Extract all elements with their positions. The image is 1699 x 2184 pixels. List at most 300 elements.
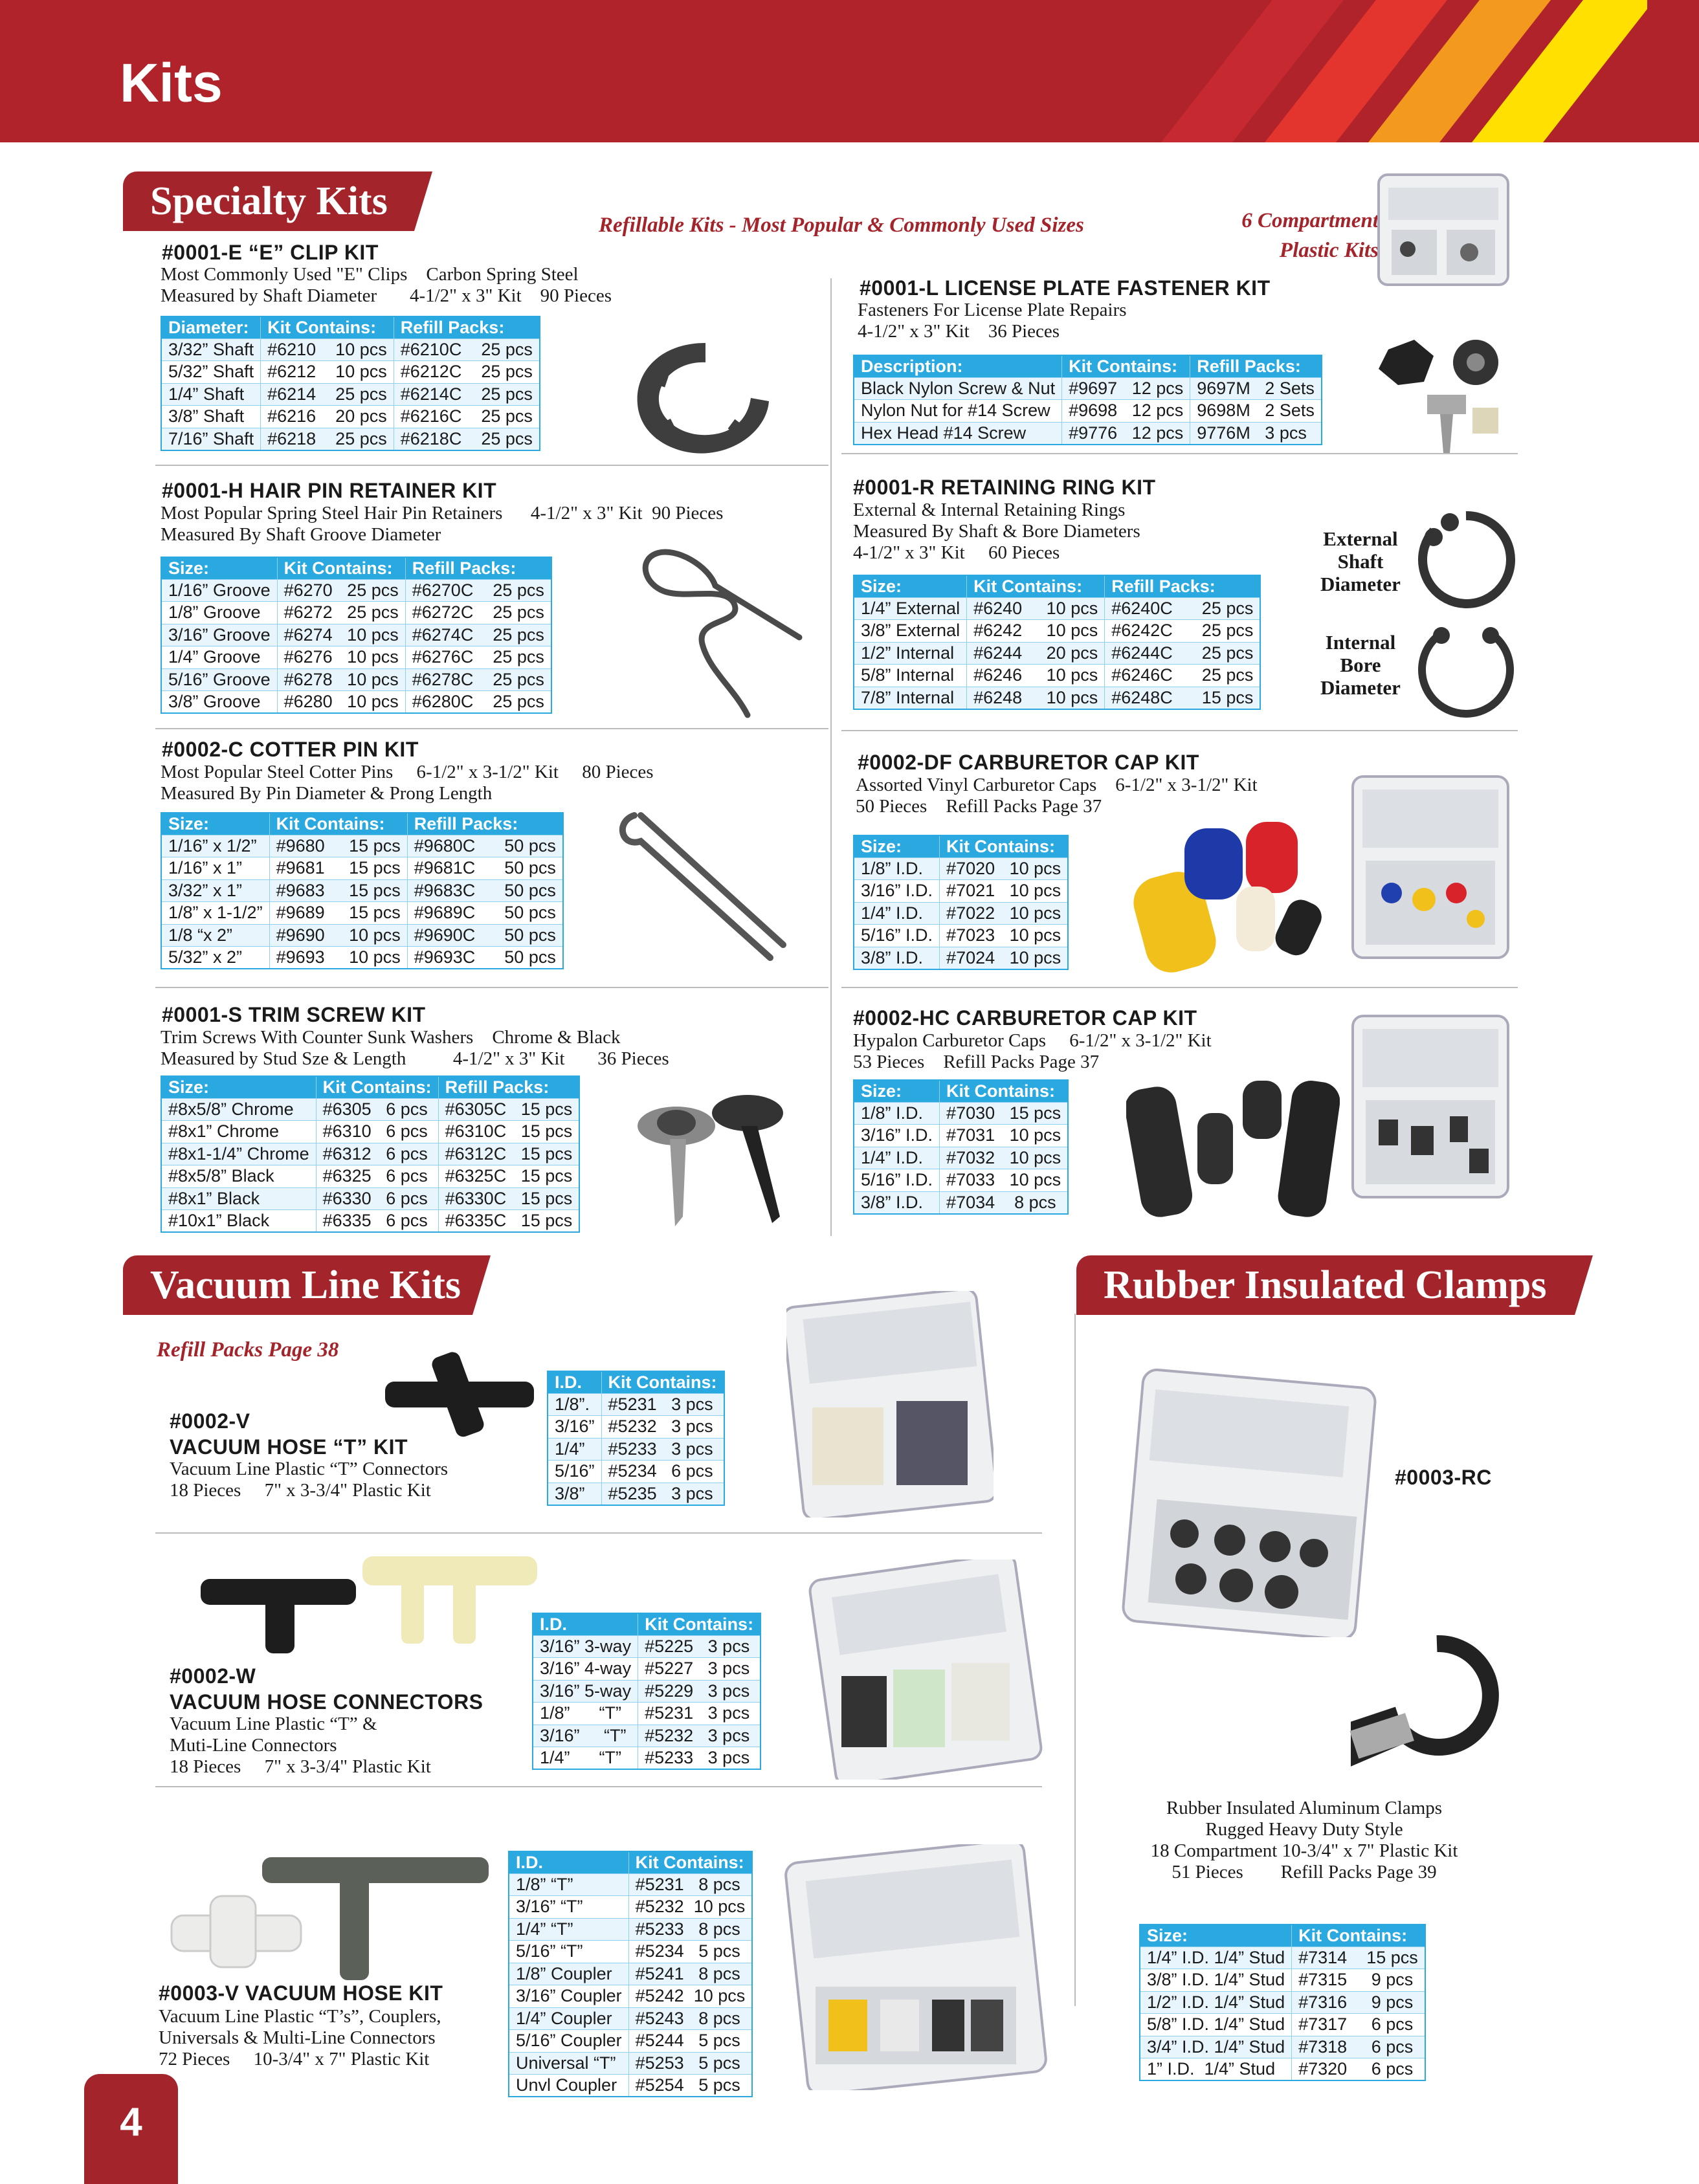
table-row bbox=[161, 879, 563, 902]
column-header: Kit Contains: bbox=[277, 557, 405, 579]
table-cell: #9690 10 pcs bbox=[269, 924, 407, 947]
table-cell: #6240C 25 pcs bbox=[1105, 597, 1261, 620]
table-cell: #7318 6 pcs bbox=[1292, 2036, 1425, 2058]
table-row bbox=[161, 1121, 579, 1143]
kit-e-title: #0001-E “E” CLIP KIT bbox=[162, 241, 379, 264]
table-row bbox=[548, 1393, 724, 1416]
table-cell: 3/8” External bbox=[854, 620, 967, 643]
table-cell: #6274C 25 pcs bbox=[405, 624, 551, 646]
table-cell: #8x1” Chrome bbox=[161, 1121, 316, 1143]
table-row bbox=[854, 687, 1260, 709]
section-rubber-clamps: Rubber Insulated Clamps bbox=[1076, 1255, 1575, 1315]
table-cell: #6335 6 pcs bbox=[316, 1210, 438, 1233]
table-cell: 1/8” “T” bbox=[533, 1703, 638, 1725]
plastic-kit-image-v3 bbox=[783, 1844, 1049, 2090]
table-cell: #5229 3 pcs bbox=[638, 1680, 761, 1703]
table-row bbox=[1140, 1969, 1425, 1992]
table-cell: 5/32” Shaft bbox=[161, 361, 261, 384]
table-cell: 3/16” bbox=[548, 1416, 601, 1439]
table-row bbox=[509, 1985, 752, 2008]
vacuum-connectors-image bbox=[194, 1540, 544, 1657]
table-header-row bbox=[509, 1851, 752, 1873]
table-cell: #7032 10 pcs bbox=[940, 1147, 1069, 1169]
kit-hc-desc: Hypalon Carburetor Caps 6-1/2" x 3-1/2" Kit 53 Pieces Refill Packs Page 37 bbox=[853, 1030, 1212, 1072]
table-cell: #6212 10 pcs bbox=[261, 361, 394, 384]
table-cell: 3/8” Groove bbox=[161, 691, 277, 714]
table-header-row bbox=[854, 1080, 1068, 1102]
table-row bbox=[161, 579, 551, 602]
trim-screw-image bbox=[625, 1087, 806, 1236]
table-row bbox=[854, 620, 1260, 643]
table-cell: 3/16” Coupler bbox=[509, 1985, 628, 2008]
table-cell: #9689 15 pcs bbox=[269, 902, 407, 925]
table-cell: #7033 10 pcs bbox=[940, 1169, 1069, 1192]
plastic-kit-image-df bbox=[1346, 770, 1515, 964]
table-cell: #10x1” Black bbox=[161, 1210, 316, 1233]
table-cell: #6272C 25 pcs bbox=[405, 602, 551, 624]
table-row bbox=[533, 1680, 761, 1703]
table-cell: 5/16” Groove bbox=[161, 668, 277, 691]
table-cell: #6246 10 pcs bbox=[967, 665, 1105, 687]
table-cell: #6216 20 pcs bbox=[261, 406, 394, 428]
table-cell: #6244 20 pcs bbox=[967, 642, 1105, 665]
table-cell: 1/16” Groove bbox=[161, 579, 277, 602]
table-cell: 1/16” x 1/2” bbox=[161, 835, 269, 857]
table-cell: #9776 12 pcs bbox=[1062, 422, 1190, 445]
table-cell: 5/16” I.D. bbox=[854, 925, 940, 947]
table-row bbox=[161, 924, 563, 947]
kit-rc-title: #0003-RC bbox=[1395, 1466, 1492, 1489]
table-cell: 5/16” bbox=[548, 1461, 601, 1483]
table-row bbox=[509, 1918, 752, 1941]
table-row bbox=[548, 1483, 724, 1505]
table-row bbox=[854, 400, 1322, 423]
kit-l-desc: Fasteners For License Plate Repairs 4-1/2" x 3" Kit 36 Pieces bbox=[858, 300, 1127, 342]
table-cell: #9681C 50 pcs bbox=[407, 857, 563, 880]
column-header: I.D. bbox=[548, 1371, 601, 1393]
kit-rc-table bbox=[1139, 1924, 1426, 2081]
table-cell: #9693 10 pcs bbox=[269, 947, 407, 969]
table-row bbox=[1140, 2036, 1425, 2058]
table-cell: #5225 3 pcs bbox=[638, 1635, 761, 1658]
table-header-row bbox=[161, 557, 551, 579]
table-cell: #6278C 25 pcs bbox=[405, 668, 551, 691]
table-cell: 1/4” Shaft bbox=[161, 383, 261, 406]
table-row bbox=[854, 597, 1260, 620]
table-header-row bbox=[161, 813, 563, 835]
table-cell: 3/32” x 1” bbox=[161, 879, 269, 902]
table-row bbox=[509, 2007, 752, 2030]
table-cell: 1/8” Groove bbox=[161, 602, 277, 624]
column-header: Size: bbox=[1140, 1925, 1292, 1947]
table-cell: 1” I.D. 1/4” Stud bbox=[1140, 2058, 1292, 2081]
table-cell: 1/8” x 1-1/2” bbox=[161, 902, 269, 925]
table-cell: 1/2” Internal bbox=[854, 642, 967, 665]
table-row bbox=[509, 1941, 752, 1963]
column-header: Size: bbox=[854, 835, 940, 857]
table-cell: Hex Head #14 Screw bbox=[854, 422, 1062, 445]
table-cell: 3/8” Shaft bbox=[161, 406, 261, 428]
table-header-row bbox=[161, 316, 540, 338]
rubber-clamp-image bbox=[1346, 1624, 1515, 1773]
table-cell: 9697M 2 Sets bbox=[1190, 377, 1322, 400]
table-cell: #9680 15 pcs bbox=[269, 835, 407, 857]
table-cell: 1/4” I.D. 1/4” Stud bbox=[1140, 1947, 1292, 1969]
table-cell: #9698 12 pcs bbox=[1062, 400, 1190, 423]
table-cell: #9690C 50 pcs bbox=[407, 924, 563, 947]
ext-shaft-label: External Shaft Diameter bbox=[1320, 527, 1401, 595]
table-row bbox=[161, 835, 563, 857]
table-cell: 5/16” Coupler bbox=[509, 2030, 628, 2053]
e-clip-image bbox=[628, 336, 783, 459]
table-row bbox=[854, 947, 1068, 969]
table-cell: #6246C 25 pcs bbox=[1105, 665, 1261, 687]
table-cell: #6242C 25 pcs bbox=[1105, 620, 1261, 643]
table-row bbox=[161, 947, 563, 969]
table-cell: #6242 10 pcs bbox=[967, 620, 1105, 643]
table-cell: 9698M 2 Sets bbox=[1190, 400, 1322, 423]
t-connector-image-v bbox=[379, 1346, 540, 1443]
column-header: Kit Contains: bbox=[269, 813, 407, 835]
table-row bbox=[161, 624, 551, 646]
table-cell: #5233 3 pcs bbox=[601, 1438, 724, 1461]
kit-e-table bbox=[161, 316, 540, 451]
table-cell: 5/16” I.D. bbox=[854, 1169, 940, 1192]
table-cell: #6210 10 pcs bbox=[261, 338, 394, 361]
table-cell: #6214 25 pcs bbox=[261, 383, 394, 406]
table-cell: #7024 10 pcs bbox=[940, 947, 1069, 969]
table-cell: #7021 10 pcs bbox=[940, 880, 1069, 903]
table-cell: 5/8” Internal bbox=[854, 665, 967, 687]
int-bore-label: Internal Bore Diameter bbox=[1320, 631, 1401, 699]
table-row bbox=[161, 1187, 579, 1210]
table-cell: #7023 10 pcs bbox=[940, 925, 1069, 947]
table-cell: #6276C 25 pcs bbox=[405, 646, 551, 669]
table-cell: 1/4” “T” bbox=[533, 1747, 638, 1770]
column-header: Refill Packs: bbox=[394, 316, 540, 338]
table-row bbox=[1140, 2014, 1425, 2036]
table-row bbox=[854, 642, 1260, 665]
section-vacuum-line-kits: Vacuum Line Kits bbox=[123, 1255, 472, 1315]
table-row bbox=[854, 1191, 1068, 1214]
table-cell: #7022 10 pcs bbox=[940, 902, 1069, 925]
table-cell: #5231 3 pcs bbox=[638, 1703, 761, 1725]
table-row bbox=[509, 1873, 752, 1896]
table-cell: #5241 8 pcs bbox=[628, 1963, 752, 1985]
column-header: Size: bbox=[854, 575, 967, 597]
table-row bbox=[509, 2075, 752, 2097]
refill-38-note: Refill Packs Page 38 bbox=[157, 1338, 339, 1362]
header-banner bbox=[0, 0, 1699, 142]
table-cell: Nylon Nut for #14 Screw bbox=[854, 400, 1062, 423]
table-row bbox=[854, 665, 1260, 687]
cotter-pin-image bbox=[615, 802, 809, 977]
table-cell: #7320 6 pcs bbox=[1292, 2058, 1425, 2081]
table-cell: #5233 3 pcs bbox=[638, 1747, 761, 1770]
kit-w-title2: VACUUM HOSE CONNECTORS bbox=[170, 1690, 483, 1714]
table-row bbox=[533, 1703, 761, 1725]
table-cell: 3/16” Groove bbox=[161, 624, 277, 646]
table-cell: 1/2” I.D. 1/4” Stud bbox=[1140, 1991, 1292, 2014]
table-row bbox=[509, 2052, 752, 2075]
table-cell: 1/8” I.D. bbox=[854, 1102, 940, 1125]
kit-h-desc: Most Popular Spring Steel Hair Pin Retainers 4-1/2" x 3" Kit 90 Pieces Measured By Shaft Groove Diameter bbox=[161, 503, 724, 545]
table-row bbox=[533, 1658, 761, 1681]
column-header: Refill Packs: bbox=[405, 557, 551, 579]
kit-v-title: #0002-V bbox=[170, 1409, 250, 1433]
table-row bbox=[854, 1125, 1068, 1147]
table-cell: #5242 10 pcs bbox=[628, 1985, 752, 2008]
table-header-row bbox=[533, 1613, 761, 1635]
table-cell: 3/16” 4-way bbox=[533, 1658, 638, 1681]
table-row bbox=[533, 1747, 761, 1770]
table-cell: #6305 6 pcs bbox=[316, 1098, 438, 1121]
table-header-row bbox=[161, 1076, 579, 1098]
kit-v3-table bbox=[508, 1851, 753, 2097]
column-header: Diameter: bbox=[161, 316, 261, 338]
column-header: Kit Contains: bbox=[940, 835, 1069, 857]
table-cell: #6248C 15 pcs bbox=[1105, 687, 1261, 709]
table-cell: #8x1-1/4” Chrome bbox=[161, 1143, 316, 1165]
table-cell: #6270C 25 pcs bbox=[405, 579, 551, 602]
table-row bbox=[161, 361, 540, 384]
table-cell: #6278 10 pcs bbox=[277, 668, 405, 691]
table-cell: #5254 5 pcs bbox=[628, 2075, 752, 2097]
table-cell: #6210C 25 pcs bbox=[394, 338, 540, 361]
table-cell: 3/16” “T” bbox=[509, 1896, 628, 1919]
table-header-row bbox=[854, 355, 1322, 377]
table-cell: 1/4” Groove bbox=[161, 646, 277, 669]
table-cell: #6312 6 pcs bbox=[316, 1143, 438, 1165]
table-row bbox=[1140, 1947, 1425, 1969]
table-cell: #6214C 25 pcs bbox=[394, 383, 540, 406]
hypalon-caps-image bbox=[1126, 1068, 1340, 1230]
hair-pin-image bbox=[638, 547, 819, 722]
table-cell: 5/32” x 2” bbox=[161, 947, 269, 969]
kit-df-title: #0002-DF CARBURETOR CAP KIT bbox=[858, 751, 1199, 774]
plastic-kit-image-hc bbox=[1346, 1009, 1515, 1204]
table-cell: #5243 8 pcs bbox=[628, 2007, 752, 2030]
table-row bbox=[161, 1098, 579, 1121]
kit-s-desc: Trim Screws With Counter Sunk Washers Chrome & Black Measured by Stud Sze & Length 4-1/2" x 3" Kit 36 Pieces bbox=[161, 1027, 669, 1069]
table-row bbox=[161, 428, 540, 450]
table-row bbox=[854, 1147, 1068, 1169]
table-cell: #6272 25 pcs bbox=[277, 602, 405, 624]
table-cell: #7020 10 pcs bbox=[940, 857, 1069, 880]
table-cell: #7034 8 pcs bbox=[940, 1191, 1069, 1214]
table-row bbox=[854, 857, 1068, 880]
table-cell: 1/8” Coupler bbox=[509, 1963, 628, 1985]
column-header: Kit Contains: bbox=[638, 1613, 761, 1635]
column-header: Size: bbox=[854, 1080, 940, 1102]
table-cell: #6240 10 pcs bbox=[967, 597, 1105, 620]
kit-hc-table bbox=[853, 1079, 1069, 1215]
table-cell: Black Nylon Screw & Nut bbox=[854, 377, 1062, 400]
table-cell: 1/4” “T” bbox=[509, 1918, 628, 1941]
page-title: Kits bbox=[120, 52, 223, 113]
table-cell: #8x5/8” Black bbox=[161, 1165, 316, 1188]
table-cell: #5253 5 pcs bbox=[628, 2052, 752, 2075]
plastic-kit-image-rc bbox=[1120, 1365, 1379, 1637]
plastic-kit-image-l bbox=[1372, 168, 1515, 291]
table-cell: #9683C 50 pcs bbox=[407, 879, 563, 902]
kit-c-desc: Most Popular Steel Cotter Pins 6-1/2" x 3-1/2" Kit 80 Pieces Measured By Pin Diameter & Prong Length bbox=[161, 762, 654, 804]
vinyl-caps-image bbox=[1126, 809, 1346, 984]
kit-rc-desc: Rubber Insulated Aluminum Clamps Rugged Heavy Duty Style 18 Compartment 10-3/4" x 7" Plastic Kit 51 Pieces Refill Packs Page 39 bbox=[1150, 1798, 1458, 1882]
table-row bbox=[161, 338, 540, 361]
table-cell: 1/4” bbox=[548, 1438, 601, 1461]
table-row bbox=[161, 406, 540, 428]
kit-r-title: #0001-R RETAINING RING KIT bbox=[853, 476, 1156, 499]
table-row bbox=[1140, 2058, 1425, 2081]
table-cell: 9776M 3 pcs bbox=[1190, 422, 1322, 445]
table-cell: 3/16” I.D. bbox=[854, 880, 940, 903]
table-row bbox=[854, 422, 1322, 445]
table-cell: #9683 15 pcs bbox=[269, 879, 407, 902]
six-compartment-note: 6 Compartment Plastic Kits bbox=[1241, 209, 1379, 262]
kit-v3-title: #0003-V VACUUM HOSE KIT bbox=[159, 1981, 443, 2005]
table-row bbox=[509, 2030, 752, 2053]
column-header: Kit Contains: bbox=[601, 1371, 724, 1393]
table-row bbox=[161, 691, 551, 714]
table-row bbox=[509, 1963, 752, 1985]
table-cell: #5227 3 pcs bbox=[638, 1658, 761, 1681]
table-cell: #7030 15 pcs bbox=[940, 1102, 1069, 1125]
kit-r-desc: External & Internal Retaining Rings Measured By Shaft & Bore Diameters 4-1/2" x 3" Kit 60 Pieces bbox=[853, 500, 1140, 563]
table-row bbox=[161, 1143, 579, 1165]
kit-hc-title: #0002-HC CARBURETOR CAP KIT bbox=[853, 1006, 1197, 1030]
table-row bbox=[161, 602, 551, 624]
page-number: 4 bbox=[84, 2074, 178, 2184]
kit-v-table bbox=[547, 1371, 725, 1506]
table-cell: #5234 5 pcs bbox=[628, 1941, 752, 1963]
table-row bbox=[548, 1461, 724, 1483]
table-cell: 1/8” “T” bbox=[509, 1873, 628, 1896]
kit-s-table bbox=[161, 1075, 580, 1233]
table-row bbox=[533, 1725, 761, 1747]
table-cell: #5232 3 pcs bbox=[638, 1725, 761, 1747]
table-cell: #8x1” Black bbox=[161, 1187, 316, 1210]
column-header: Kit Contains: bbox=[628, 1851, 752, 1873]
table-cell: 3/8” bbox=[548, 1483, 601, 1505]
table-cell: #5232 10 pcs bbox=[628, 1896, 752, 1919]
table-row bbox=[548, 1438, 724, 1461]
table-cell: 5/8” I.D. 1/4” Stud bbox=[1140, 2014, 1292, 2036]
column-header: Kit Contains: bbox=[261, 316, 394, 338]
table-cell: #6244C 25 pcs bbox=[1105, 642, 1261, 665]
table-row bbox=[161, 383, 540, 406]
refillable-note: Refillable Kits - Most Popular & Commonly Used Sizes bbox=[599, 214, 1084, 237]
table-cell: #5235 3 pcs bbox=[601, 1483, 724, 1505]
table-cell: #6305C 15 pcs bbox=[438, 1098, 579, 1121]
kit-h-table bbox=[161, 557, 552, 714]
table-cell: #6330C 15 pcs bbox=[438, 1187, 579, 1210]
table-cell: #6335C 15 pcs bbox=[438, 1210, 579, 1233]
table-cell: 1/4” I.D. bbox=[854, 902, 940, 925]
table-cell: #6325C 15 pcs bbox=[438, 1165, 579, 1188]
table-cell: #6325 6 pcs bbox=[316, 1165, 438, 1188]
column-header: Refill Packs: bbox=[407, 813, 563, 835]
table-cell: #5233 8 pcs bbox=[628, 1918, 752, 1941]
kit-v-desc: Vacuum Line Plastic “T” Connectors 18 Pieces 7" x 3-3/4" Plastic Kit bbox=[170, 1459, 449, 1501]
table-cell: 7/16” Shaft bbox=[161, 428, 261, 450]
table-row bbox=[533, 1635, 761, 1658]
table-cell: #6310 6 pcs bbox=[316, 1121, 438, 1143]
table-cell: 3/8” I.D. bbox=[854, 947, 940, 969]
column-header: Kit Contains: bbox=[1292, 1925, 1425, 1947]
table-row bbox=[161, 1210, 579, 1233]
column-header: Kit Contains: bbox=[1062, 355, 1190, 377]
table-cell: 5/16” “T” bbox=[509, 1941, 628, 1963]
column-header: Size: bbox=[161, 1076, 316, 1098]
table-row bbox=[854, 902, 1068, 925]
table-cell: #6280C 25 pcs bbox=[405, 691, 551, 714]
table-cell: #5232 3 pcs bbox=[601, 1416, 724, 1439]
table-cell: Unvl Coupler bbox=[509, 2075, 628, 2097]
table-cell: #6270 25 pcs bbox=[277, 579, 405, 602]
table-row bbox=[854, 1102, 1068, 1125]
table-row bbox=[854, 925, 1068, 947]
table-cell: #9697 12 pcs bbox=[1062, 377, 1190, 400]
vacuum-hose-kit-image bbox=[165, 1818, 502, 1993]
table-cell: #9689C 50 pcs bbox=[407, 902, 563, 925]
plastic-kit-image-v bbox=[786, 1291, 994, 1517]
table-cell: #6280 10 pcs bbox=[277, 691, 405, 714]
table-cell: 1/16” x 1” bbox=[161, 857, 269, 880]
table-cell: #5234 6 pcs bbox=[601, 1461, 724, 1483]
table-cell: #5231 8 pcs bbox=[628, 1873, 752, 1896]
table-row bbox=[854, 377, 1322, 400]
table-row bbox=[509, 1896, 752, 1919]
kit-l-title: #0001-L LICENSE PLATE FASTENER KIT bbox=[860, 276, 1271, 300]
table-cell: #6216C 25 pcs bbox=[394, 406, 540, 428]
table-cell: 1/4” Coupler bbox=[509, 2007, 628, 2030]
table-cell: 3/16” 5-way bbox=[533, 1680, 638, 1703]
table-header-row bbox=[548, 1371, 724, 1393]
table-cell: #9693C 50 pcs bbox=[407, 947, 563, 969]
table-cell: 3/8” I.D. bbox=[854, 1191, 940, 1214]
kit-v3-desc: Vacuum Line Plastic “T’s”, Couplers, Universals & Multi-Line Connectors 72 Pieces 10-3/4" x 7" Plastic Kit bbox=[159, 2006, 441, 2069]
table-cell: #7315 9 pcs bbox=[1292, 1969, 1425, 1992]
table-row bbox=[161, 668, 551, 691]
column-header: Size: bbox=[161, 813, 269, 835]
kit-w-table bbox=[532, 1613, 761, 1770]
column-header: Kit Contains: bbox=[940, 1080, 1069, 1102]
column-header: I.D. bbox=[533, 1613, 638, 1635]
table-cell: #7316 9 pcs bbox=[1292, 1991, 1425, 2014]
table-cell: 3/32” Shaft bbox=[161, 338, 261, 361]
table-cell: 7/8” Internal bbox=[854, 687, 967, 709]
table-row bbox=[161, 857, 563, 880]
table-cell: 3/16” 3-way bbox=[533, 1635, 638, 1658]
table-cell: #5231 3 pcs bbox=[601, 1393, 724, 1416]
kit-h-title: #0001-H HAIR PIN RETAINER KIT bbox=[162, 479, 497, 502]
kit-l-table bbox=[853, 355, 1322, 445]
kit-df-table bbox=[853, 835, 1069, 970]
table-header-row bbox=[1140, 1925, 1425, 1947]
kit-w-desc: Vacuum Line Plastic “T” & Muti-Line Connectors 18 Pieces 7" x 3-3/4" Plastic Kit bbox=[170, 1714, 431, 1777]
column-header: Kit Contains: bbox=[967, 575, 1105, 597]
table-cell: 3/4” I.D. 1/4” Stud bbox=[1140, 2036, 1292, 2058]
column-header: I.D. bbox=[509, 1851, 628, 1873]
column-header: Kit Contains: bbox=[316, 1076, 438, 1098]
table-cell: Universal “T” bbox=[509, 2052, 628, 2075]
external-ring-image bbox=[1414, 508, 1518, 618]
kit-s-title: #0001-S TRIM SCREW KIT bbox=[162, 1003, 426, 1026]
table-header-row bbox=[854, 835, 1068, 857]
column-header: Description: bbox=[854, 355, 1062, 377]
kit-c-table bbox=[161, 812, 564, 969]
